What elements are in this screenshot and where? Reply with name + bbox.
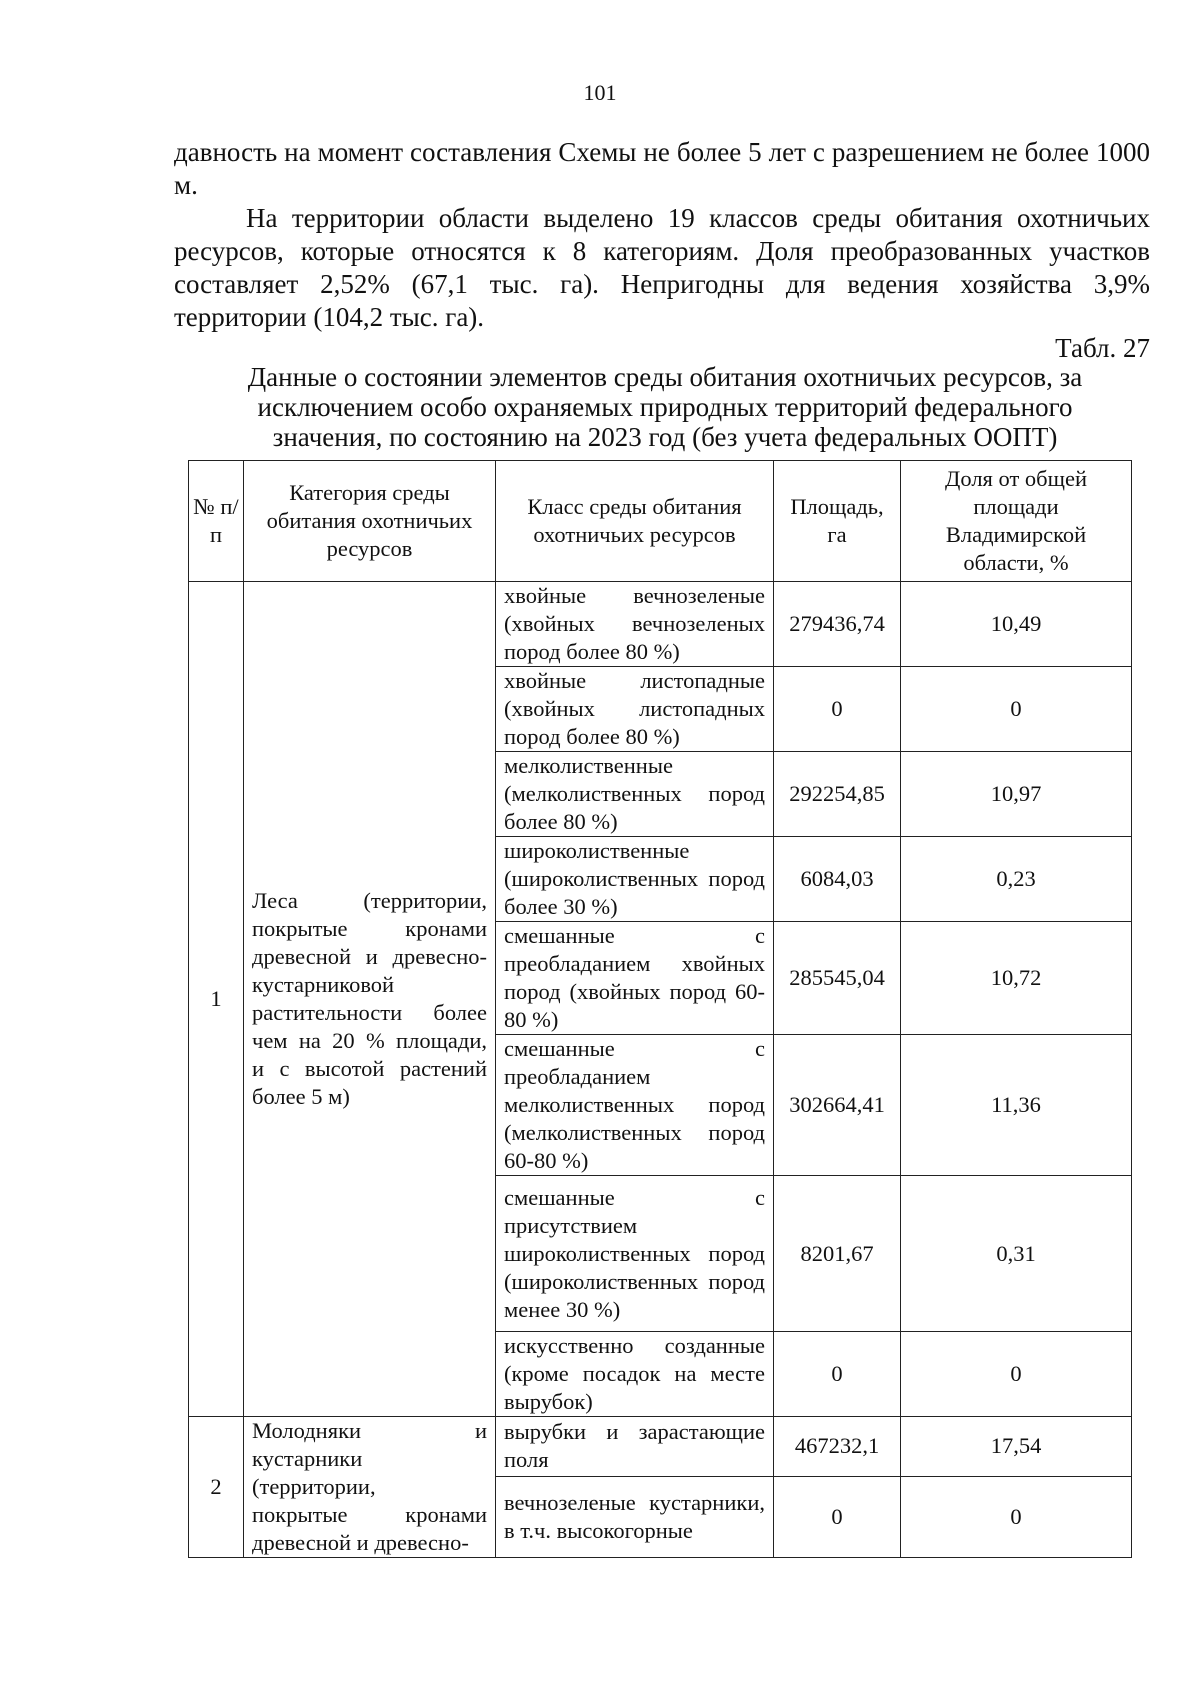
group-number: 1 [189,582,244,1417]
habitat-class: смешанные с преобладанием хвойных пород (хвойных пород 60-80 %) [496,922,774,1035]
area-value: 8201,67 [774,1176,901,1332]
habitat-class: вырубки и зарастающие поля [496,1417,774,1477]
share-value: 0,31 [901,1176,1132,1332]
habitat-class: искусственно созданные (кроме посадок на месте вырубок) [496,1332,774,1417]
group-number: 2 [189,1417,244,1558]
area-value: 6084,03 [774,837,901,922]
category-line: Леса (территории, [252,888,487,913]
habitat-class: широколиственные (широколиственных пород более 30 %) [496,837,774,922]
share-value: 10,72 [901,922,1132,1035]
area-value: 0 [774,1332,901,1417]
share-value: 0 [901,1332,1132,1417]
table-label: Табл. 27 [1055,333,1150,363]
category-line: более 5 м) [252,1084,350,1109]
header-share: Доля от общей площади Владимирской области, % [901,461,1132,582]
paragraph-habitat-classes: На территории области выделено 19 классов среды обитания охотничьих ресурсов, которые относятся к 8 категориям. Доля преобразованных участков составляет 2,52% (67,1 тыс. га). Непригодны для ведения хозяйства 3,9% территории (104,2 тыс. га). [174,203,1150,332]
area-value: 285545,04 [774,922,901,1035]
table-caption: Данные о состоянии элементов среды обитания охотничьих ресурсов, за исключением особо охраняемых природных территорий федерального значения, по состоянию на 2023 год (без учета федеральных ООПТ) [247,362,1083,452]
paragraph-continuation: давность на момент составления Схемы не более 5 лет с разрешением не более 1000 м. [174,137,1150,200]
habitat-class: вечнозеленые кустарники, в т.ч. высокогорные [496,1476,774,1557]
category-line: древесной и древесно- [252,1530,469,1555]
table-row [189,582,1132,667]
category-line: растительности более [252,1000,487,1025]
category-line: (территории, [252,1474,376,1499]
area-value: 292254,85 [774,752,901,837]
share-value: 17,54 [901,1417,1132,1477]
habitat-class: мелколиственные (мелколиственных пород более 80 %) [496,752,774,837]
table-header-row [189,461,1132,582]
area-value: 0 [774,1476,901,1557]
page-number: 101 [583,80,617,105]
category-line: чем на 20 % площади, [252,1028,487,1053]
group-category [244,582,496,1417]
category-line: и с высотой растений [252,1056,487,1081]
category-line: древесной и древесно- [252,944,487,969]
share-value: 11,36 [901,1035,1132,1176]
table-body [189,582,1132,1558]
habitat-class: смешанные с присутствием широколиственных пород (широколиственных пород менее 30 %) [496,1176,774,1332]
header-class: Класс среды обитания охотничьих ресурсов [496,461,774,582]
category-line: Молодняки и [252,1418,487,1443]
share-value: 0 [901,1476,1132,1557]
area-value: 302664,41 [774,1035,901,1176]
category-line: кустарники [252,1446,363,1471]
habitat-class: смешанные с преобладанием мелколиственных пород (мелколиственных пород 60-80 %) [496,1035,774,1176]
area-value: 279436,74 [774,582,901,667]
header-category: Категория среды обитания охотничьих ресурсов [244,461,496,582]
area-value: 0 [774,667,901,752]
habitat-class: хвойные вечнозеленые (хвойных вечнозеленых пород более 80 %) [496,582,774,667]
area-value: 467232,1 [774,1417,901,1477]
category-line: покрытые кронами [252,1502,487,1527]
group-category [244,1417,496,1558]
habitat-class: хвойные листопадные (хвойных листопадных пород более 80 %) [496,667,774,752]
share-value: 0,23 [901,837,1132,922]
habitat-table [188,460,1132,1558]
category-line: покрытые кронами [252,916,487,941]
header-area: Площадь, га [774,461,901,582]
header-num: № п/п [189,461,244,582]
share-value: 0 [901,667,1132,752]
category-line: кустарниковой [252,972,395,997]
share-value: 10,49 [901,582,1132,667]
table-row [189,1417,1132,1477]
share-value: 10,97 [901,752,1132,837]
